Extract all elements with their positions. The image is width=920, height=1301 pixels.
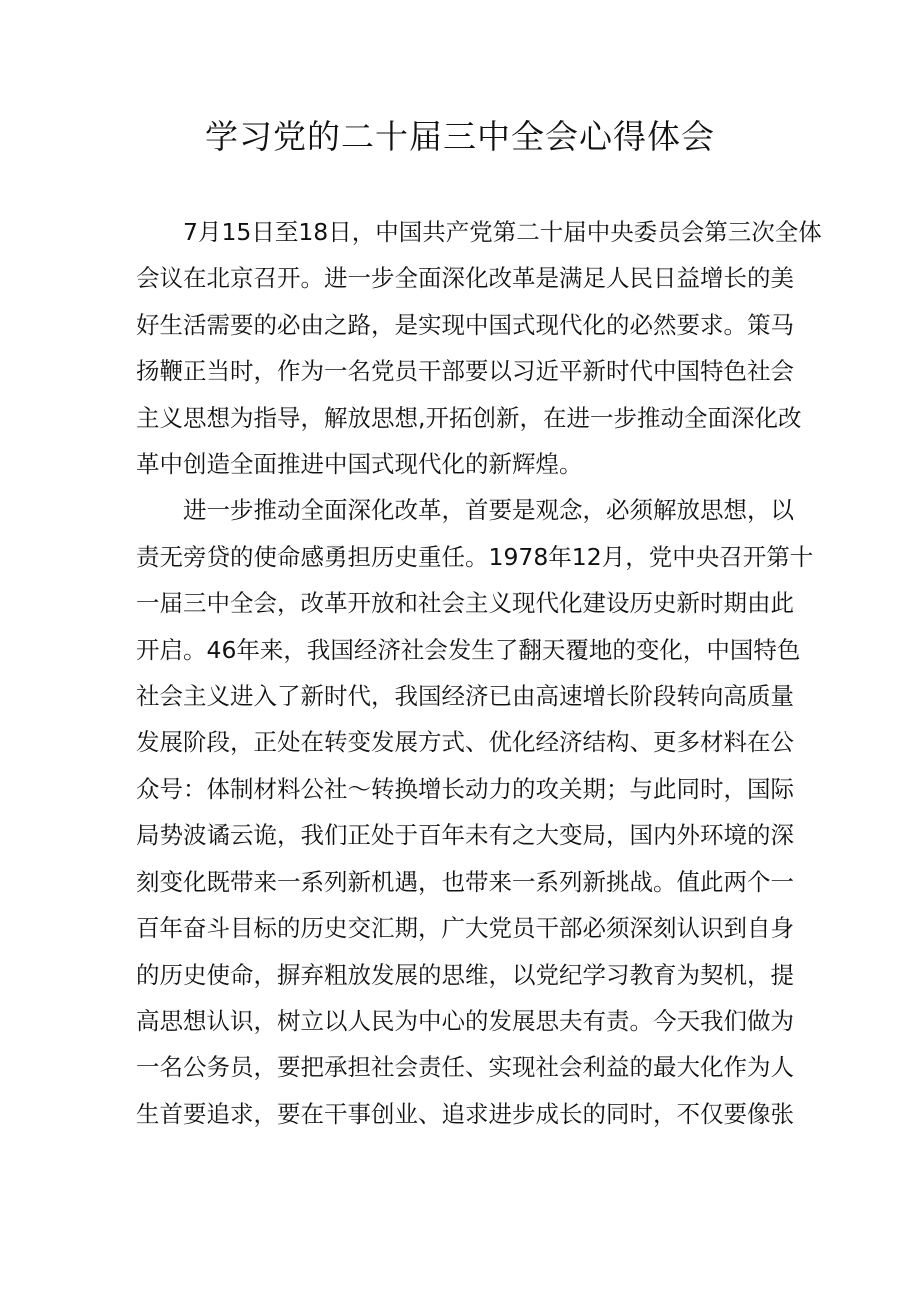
text-line: 进一步推动全面深化改革，首要是观念，必须解放思想，以 [183, 496, 794, 525]
text-line: 众号：体制材料公社～转换增长动力的攻关期；与此同时，国际 [136, 774, 794, 803]
text-line: 生首要追求，要在干事创业、追求进步成长的同时，不仅要像张 [136, 1099, 794, 1128]
text-line: 一届三中全会，改革开放和社会主义现代化建设历史新时期由此 [136, 589, 794, 618]
paragraph-1 [136, 209, 822, 487]
document-title: 学习党的二十届三中全会心得体会 [205, 117, 715, 156]
text-line: 发展阶段，正处在转变发展方式、优化经济结构、更多材料在公 [136, 728, 794, 757]
text-line: 一名公务员，要把承担社会责任、实现社会利益的最大化作为人 [136, 1053, 794, 1082]
text-line: 责无旁贷的使命感勇担历史重任。1978年12月，党中央召开第十 [136, 542, 814, 571]
paragraph-2 [136, 487, 814, 1137]
text-line: 好生活需要的必由之路，是实现中国式现代化的必然要求。策马 [136, 310, 794, 339]
document-body [136, 209, 822, 1137]
text-line: 局势波谲云诡，我们正处于百年未有之大变局，国内外环境的深 [136, 821, 794, 850]
text-line: 7月15日至18日，中国共产党第二十届中央委员会第三次全体 [183, 218, 822, 246]
text-line: 扬鞭正当时，作为一名党员干部要以习近平新时代中国特色社会 [136, 357, 794, 386]
text-line: 社会主义进入了新时代，我国经济已由高速增长阶段转向高质量 [136, 682, 794, 711]
text-line: 革中创造全面推进中国式现代化的新辉煌。 [136, 450, 583, 479]
text-line: 开启。46年来，我国经济社会发生了翻天覆地的变化，中国特色 [136, 635, 801, 664]
text-line: 百年奋斗目标的历史交汇期，广大党员干部必须深刻认识到自身 [136, 914, 794, 943]
text-line: 刻变化既带来一系列新机遇，也带来一系列新挑战。值此两个一 [136, 867, 794, 896]
text-line: 主义思想为指导，解放思想,开拓创新，在进一步推动全面深化改 [136, 403, 802, 432]
text-line: 高思想认识，树立以人民为中心的发展思夫有责。今天我们做为 [136, 1006, 794, 1035]
text-line: 的历史使命，摒弃粗放发展的思维，以党纪学习教育为契机，提 [136, 960, 794, 989]
text-line: 会议在北京召开。进一步全面深化改革是满足人民日益增长的美 [136, 264, 794, 293]
